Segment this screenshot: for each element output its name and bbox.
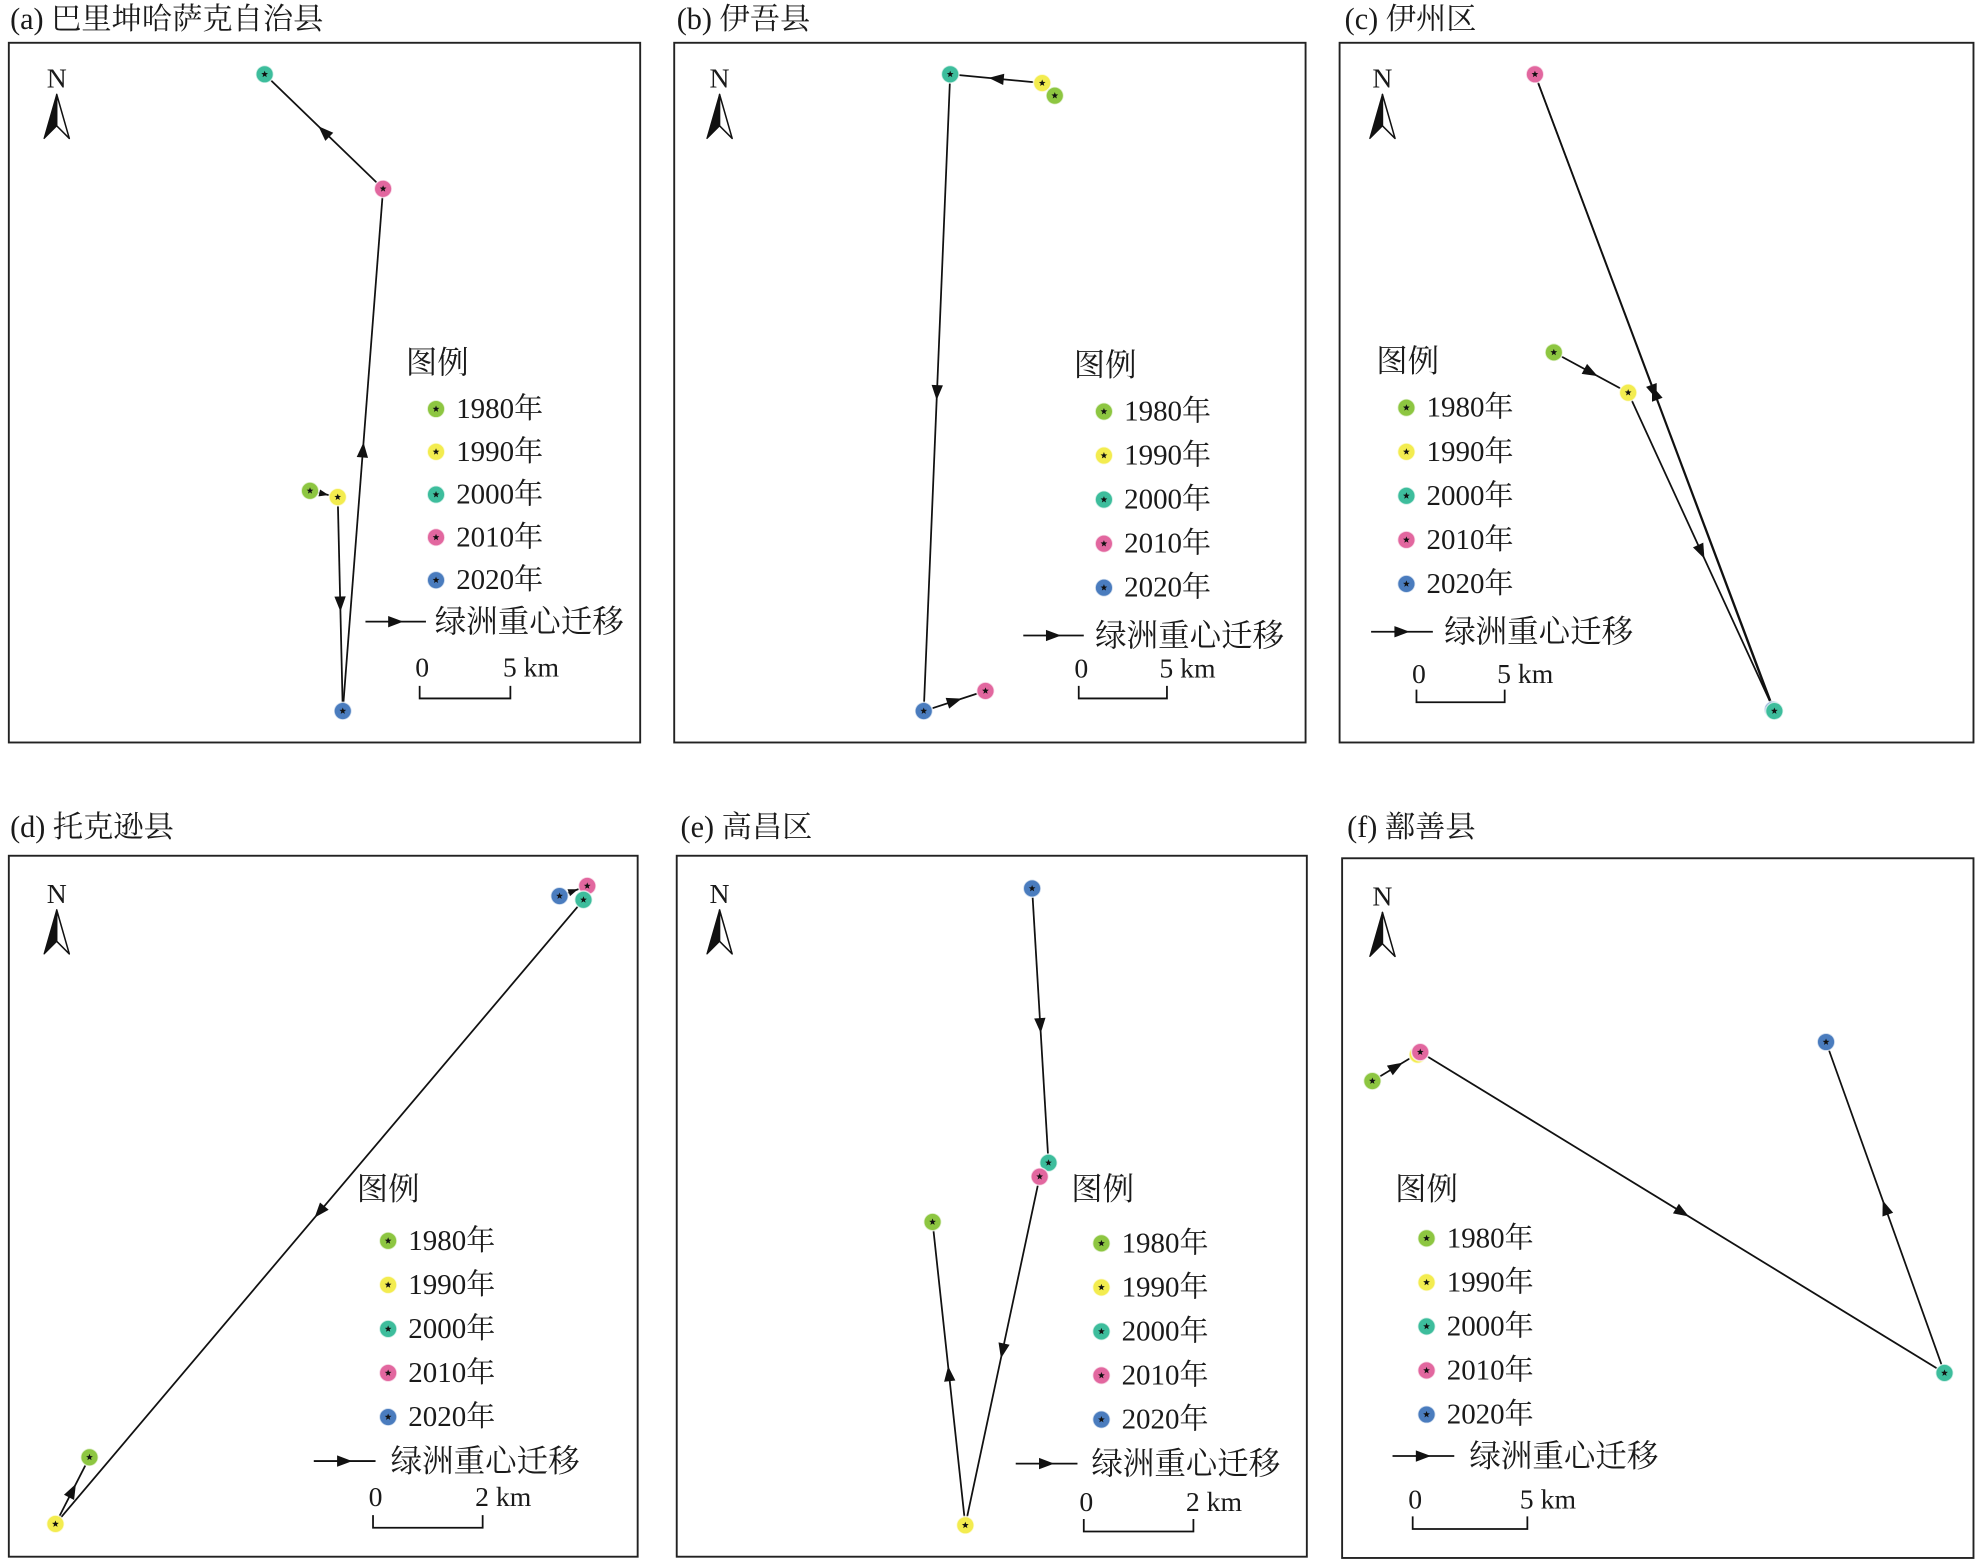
migration-legend-label: 绿洲重心迁移 [390, 1443, 580, 1479]
migration-arrowhead-icon [1646, 383, 1657, 399]
legend-item-2000 [379, 1313, 495, 1345]
centroid-point-2010 [1526, 65, 1544, 83]
legend-marker-2020-icon [1093, 1411, 1111, 1429]
migration-arrowhead-icon [1582, 364, 1598, 376]
scale-bar [1412, 658, 1554, 702]
legend-marker-2010-icon [1093, 1367, 1111, 1385]
map-panel-f [1342, 810, 1973, 1558]
migration-legend-label: 绿洲重心迁移 [434, 604, 624, 640]
legend-marker-2000-icon [1398, 487, 1416, 505]
legend-item-label: 1980年 [1121, 1227, 1209, 1260]
north-label: N [1372, 880, 1393, 912]
north-arrow-icon [707, 94, 732, 138]
legend-item-label: 1990年 [456, 435, 544, 468]
migration-arrowhead-icon [989, 74, 1005, 85]
legend-item-2010 [427, 521, 543, 553]
scale-bar-line [1079, 686, 1167, 699]
legend-item-migration [1371, 614, 1633, 649]
legend-item-migration [1016, 1446, 1281, 1481]
centroid-point-1980 [81, 1448, 99, 1466]
legend-marker-1980-icon [1418, 1230, 1436, 1248]
legend-item-label: 2000年 [408, 1312, 496, 1345]
scale-bar-line [373, 1515, 483, 1528]
legend-marker-1990-icon [1418, 1274, 1436, 1292]
legend-item-2020 [1093, 1404, 1209, 1436]
map-panel-a [9, 2, 640, 743]
legend-item-label: 1990年 [1121, 1271, 1209, 1304]
legend-item-2000 [427, 479, 543, 511]
centroid-point-2010 [977, 682, 995, 700]
legend-item-label: 1990年 [1426, 435, 1514, 468]
migration-arrowhead-icon [1034, 1018, 1045, 1033]
centroid-point-2020 [334, 702, 352, 720]
legend-item-2000 [1093, 1315, 1209, 1347]
centroid-point-2010 [1411, 1043, 1429, 1061]
legend-item-1980 [1418, 1222, 1534, 1254]
legend-marker-2020-icon [1398, 575, 1416, 593]
migration-arrowhead-icon [944, 1366, 955, 1382]
legend-marker-2010-icon [427, 529, 445, 547]
legend-item-migration [365, 604, 623, 639]
legend-item-label: 2020年 [456, 564, 544, 597]
migration-arrowhead-icon [1693, 543, 1704, 559]
scale-start-label: 0 [1412, 657, 1426, 689]
migration-legend-label: 绿洲重心迁移 [1469, 1438, 1659, 1474]
legend-item-label: 2010年 [408, 1356, 496, 1389]
legend-item-2020 [1398, 568, 1514, 600]
arrow-right-icon [1023, 630, 1083, 641]
north-arrow-icon [44, 94, 69, 138]
legend-item-label: 1980年 [1124, 395, 1212, 428]
legend-item-label: 2020年 [1446, 1398, 1534, 1431]
legend-marker-2010-icon [1095, 535, 1113, 553]
north-arrow-icon [707, 910, 732, 954]
legend-title: 图例 [1073, 347, 1137, 383]
scale-end-label: 5 km [1519, 1483, 1577, 1515]
legend-item-2010 [1418, 1354, 1534, 1386]
legend-item-label: 2010年 [1446, 1354, 1534, 1387]
centroid-point-1990 [329, 488, 347, 506]
legend-title: 图例 [1376, 343, 1440, 379]
legend-item-1990 [1095, 440, 1211, 472]
scale-bar [369, 1481, 532, 1528]
migration-arrowhead-icon [999, 1342, 1010, 1358]
centroid-point-2000 [941, 65, 959, 83]
centroid-point-1980 [1364, 1072, 1382, 1090]
scale-bar [415, 651, 559, 698]
legend-item-label: 2010年 [1121, 1359, 1209, 1392]
legend-arrowhead-icon [388, 616, 403, 627]
legend-title: 图例 [1071, 1171, 1135, 1207]
legend-item-label: 2020年 [1121, 1403, 1209, 1436]
legend-item-2010 [379, 1357, 495, 1389]
legend-item-label: 2000年 [1124, 483, 1212, 516]
legend-item-2020 [427, 564, 543, 596]
legend-item-1980 [1398, 392, 1514, 424]
legend-item-1990 [1418, 1266, 1534, 1298]
legend-item-label: 2010年 [1124, 527, 1212, 560]
arrow-right-icon [1393, 1450, 1455, 1461]
migration-arrowhead-icon [357, 442, 368, 457]
legend-marker-2000-icon [427, 486, 445, 504]
map-panel-e [677, 810, 1307, 1557]
legend-marker-2000-icon [1093, 1323, 1111, 1341]
migration-track [265, 74, 383, 711]
scale-bar [1079, 1486, 1242, 1532]
migration-arrowhead-icon [1673, 1204, 1689, 1217]
legend-item-label: 2020年 [1124, 571, 1212, 604]
scale-end-label: 5 km [1497, 657, 1554, 689]
legend-marker-1980-icon [1398, 399, 1416, 417]
migration-legend-label: 绿洲重心迁移 [1091, 1446, 1281, 1482]
legend-item-label: 1980年 [1446, 1222, 1534, 1255]
legend-item-label: 2000年 [1121, 1315, 1209, 1348]
legend [1371, 344, 1633, 650]
legend-item-2000 [1398, 480, 1514, 512]
scale-start-label: 0 [368, 1480, 383, 1512]
legend-item-label: 1990年 [1124, 439, 1212, 472]
legend [1393, 1172, 1659, 1474]
legend-title: 图例 [356, 1171, 420, 1207]
migration-arrowhead-icon [334, 596, 345, 611]
legend-item-2010 [1093, 1360, 1209, 1392]
legend-marker-1990-icon [1095, 447, 1113, 465]
map-panel-c [1340, 2, 1974, 743]
legend-marker-2020-icon [379, 1408, 397, 1426]
centroid-point-2020 [915, 702, 933, 720]
legend-marker-2010-icon [1398, 531, 1416, 549]
scale-bar [1074, 653, 1216, 699]
legend-item-2010 [1398, 524, 1514, 556]
panel-title: (a) 巴里坤哈萨克自治县 [10, 1, 324, 36]
north-arrow-icon [1370, 912, 1395, 956]
panel-title: (f) 鄯善县 [1347, 809, 1476, 844]
scale-start-label: 0 [415, 651, 430, 683]
centroid-point-2000 [1936, 1364, 1954, 1382]
legend [365, 345, 623, 639]
legend-arrowhead-icon [1416, 1450, 1431, 1461]
centroid-point-2020 [551, 887, 569, 905]
migration-track [55, 886, 587, 1524]
legend-marker-1990-icon [427, 443, 445, 461]
legend-arrowhead-icon [1046, 630, 1061, 641]
legend-marker-1980-icon [427, 400, 445, 418]
legend-item-label: 2010年 [456, 521, 544, 554]
centroid-point-1980 [924, 1213, 942, 1231]
north-label: N [709, 878, 730, 909]
arrow-right-icon [365, 616, 425, 627]
migration-legend-label: 绿洲重心迁移 [1444, 614, 1634, 650]
legend-marker-1980-icon [1095, 403, 1113, 421]
scale-bar [1408, 1483, 1576, 1529]
legend [314, 1172, 580, 1479]
legend-item-label: 1990年 [408, 1268, 496, 1301]
panel-title: (e) 高昌区 [680, 809, 813, 844]
centroid-point-2000 [575, 891, 593, 909]
legend-item-label: 1980年 [1426, 391, 1514, 424]
legend-marker-1980-icon [1093, 1235, 1111, 1253]
scale-end-label: 2 km [475, 1480, 532, 1512]
scale-start-label: 0 [1408, 1483, 1423, 1515]
migration-arrowhead-icon [1882, 1200, 1893, 1216]
legend-item-2000 [1095, 484, 1211, 516]
north-label: N [1372, 62, 1393, 94]
migration-arrowhead-icon [1387, 1063, 1403, 1076]
legend-marker-2010-icon [379, 1364, 397, 1382]
legend-item-label: 2020年 [408, 1401, 496, 1434]
legend-item-1980 [427, 393, 543, 425]
legend-item-2020 [379, 1401, 495, 1433]
scale-bar-line [1416, 690, 1504, 703]
migration-arrowhead-icon [64, 1484, 76, 1500]
legend-item-label: 2000年 [1446, 1310, 1534, 1343]
migration-legend-label: 绿洲重心迁移 [1095, 618, 1285, 654]
legend [1023, 347, 1284, 653]
north-arrow-icon [1370, 94, 1395, 138]
scale-end-label: 5 km [1159, 652, 1216, 684]
legend-marker-2020-icon [427, 571, 445, 589]
legend-marker-1990-icon [1398, 443, 1416, 461]
centroid-point-1980 [1046, 87, 1064, 105]
north-label: N [46, 62, 67, 94]
legend-item-label: 1990年 [1446, 1266, 1534, 1299]
migration-track [924, 74, 1055, 711]
legend-marker-2000-icon [1418, 1318, 1436, 1336]
north-label: N [46, 878, 67, 909]
legend-item-migration [1393, 1439, 1659, 1474]
legend [1016, 1172, 1281, 1481]
legend-item-migration [1023, 618, 1284, 653]
centroid-point-2020 [1023, 880, 1041, 898]
north-arrow-icon [44, 910, 69, 954]
centroid-point-1990 [1619, 384, 1637, 402]
legend-item-2020 [1418, 1399, 1534, 1431]
legend-item-2000 [1418, 1310, 1534, 1342]
legend-item-label: 1980年 [408, 1224, 496, 1257]
legend-title: 图例 [405, 344, 469, 380]
legend-item-1990 [1093, 1271, 1209, 1303]
centroid-point-2000 [256, 65, 274, 83]
legend-item-label: 2000年 [456, 478, 544, 511]
legend-marker-2000-icon [1095, 491, 1113, 509]
legend-item-1990 [1398, 436, 1514, 468]
legend-arrowhead-icon [1039, 1458, 1054, 1469]
scale-bar-line [1413, 1516, 1528, 1529]
scale-start-label: 0 [1079, 1485, 1094, 1517]
scale-end-label: 5 km [502, 651, 560, 683]
centroid-point-2010 [374, 180, 392, 198]
migration-arrowhead-icon [946, 698, 962, 709]
scale-start-label: 0 [1074, 652, 1089, 684]
migration-arrowhead-icon [932, 385, 943, 400]
arrow-right-icon [1371, 626, 1433, 637]
legend-marker-1990-icon [1093, 1279, 1111, 1297]
legend-marker-2010-icon [1418, 1362, 1436, 1380]
legend-item-2010 [1095, 528, 1211, 560]
legend-marker-2020-icon [1095, 579, 1113, 597]
legend-marker-1980-icon [379, 1232, 397, 1250]
panel-title: (d) 托克逊县 [10, 809, 174, 844]
centroid-point-2020 [1817, 1033, 1835, 1051]
legend-item-label: 2010年 [1426, 523, 1514, 556]
scale-bar-line [420, 686, 511, 699]
centroid-point-1990 [47, 1515, 65, 1533]
centroid-point-1980 [301, 482, 319, 500]
panel-title: (b) 伊吾县 [676, 1, 811, 36]
map-panel-b [674, 2, 1305, 743]
arrow-right-icon [314, 1455, 376, 1466]
legend-item-1990 [427, 436, 543, 468]
legend-marker-2020-icon [1418, 1406, 1436, 1424]
legend-item-1980 [1093, 1227, 1209, 1259]
legend-item-1980 [379, 1225, 495, 1257]
legend-item-migration [314, 1444, 580, 1479]
legend-item-label: 2000年 [1426, 479, 1514, 512]
legend-item-label: 1980年 [456, 393, 544, 425]
legend-item-2020 [1095, 572, 1211, 604]
legend-title: 图例 [1395, 1171, 1459, 1207]
centroid-point-2010 [1031, 1168, 1049, 1186]
legend-arrowhead-icon [1394, 626, 1409, 637]
legend-item-1990 [379, 1269, 495, 1301]
arrow-right-icon [1016, 1458, 1078, 1469]
panel-title: (c) 伊州区 [1344, 1, 1477, 36]
centroid-point-2000 [1766, 702, 1784, 720]
legend-marker-2000-icon [379, 1320, 397, 1338]
migration-track [933, 888, 1049, 1525]
legend-marker-1990-icon [379, 1276, 397, 1294]
scale-end-label: 2 km [1185, 1485, 1243, 1517]
legend-item-label: 2020年 [1426, 567, 1514, 600]
map-panel-d [9, 810, 638, 1557]
north-label: N [709, 62, 730, 94]
legend-arrowhead-icon [337, 1455, 352, 1466]
legend-item-1980 [1095, 396, 1211, 428]
scale-bar-line [1084, 1519, 1194, 1532]
centroid-point-1980 [1545, 344, 1563, 362]
centroid-point-1990 [956, 1516, 974, 1534]
